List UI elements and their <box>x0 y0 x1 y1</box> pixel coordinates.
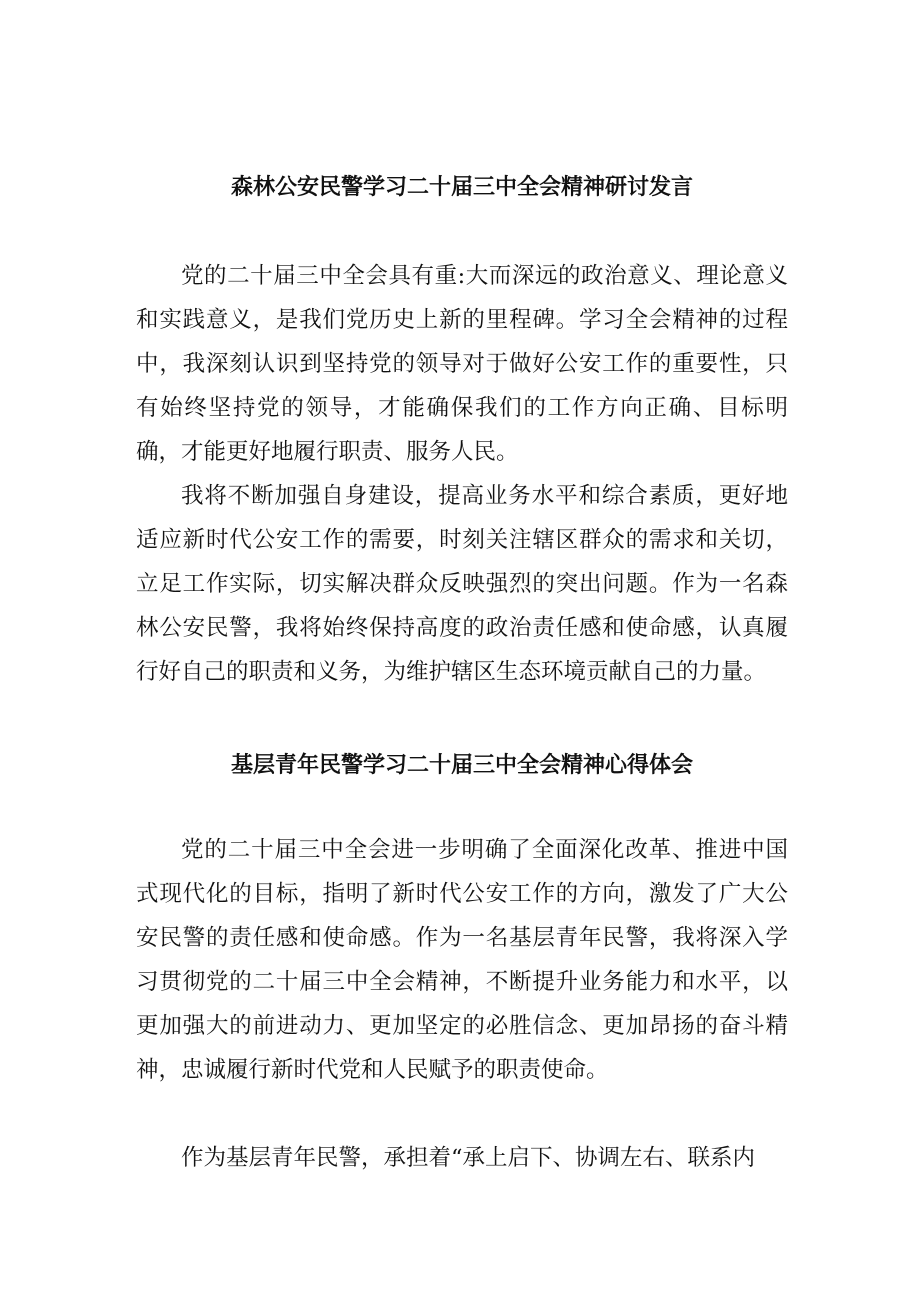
section-2-paragraph-1: 党的二十届三中全会进一步明确了全面深化改革、推进中国式现代化的目标，指明了新时代公安工作的方向，激发了广大公安民警的责任感和使命感。作为一名基层青年民警，我将深入学习贯彻党的二十届三中全会精神，不断提升业务能力和水平，以更加强大的前进动力、更加坚定的必胜信念、更加昂扬的奋斗精神，忠诚履行新时代党和人民赋予的职责使命。 <box>136 837 788 1083</box>
section-1-paragraph-1: 党的二十届三中全会具有重:大而深远的政治意义、理论意义和实践意义，是我们党历史上新的里程碑。学习全会精神的过程中，我深刻认识到坚持党的领导对于做好公安工作的重要性，只有始终坚持党的领导，才能确保我们的工作方向正确、目标明确，才能更好地履行职责、服务人民。 <box>136 263 788 465</box>
document-body <box>136 168 788 1180</box>
section-1-paragraph-2: 我将不断加强自身建设，提高业务水平和综合素质，更好地适应新时代公安工作的需要，时刻关注辖区群众的需求和关切，立足工作实际，切实解决群众反映强烈的突出问题。作为一名森林公安民警，我将始终保持高度的政治责任感和使命感，认真履行好自己的职责和义务，为维护辖区生态环境贡献自己的力量。 <box>136 483 788 685</box>
section-2-title: 基层青年民警学习二十届三中全会精神心得体会 <box>230 753 693 778</box>
section-2-paragraph-2: 作为基层青年民警，承担着“承上启下、协调左右、联系内 <box>181 1145 756 1171</box>
section-1-title: 森林公安民警学习二十届三中全会精神研讨发言 <box>230 175 693 200</box>
